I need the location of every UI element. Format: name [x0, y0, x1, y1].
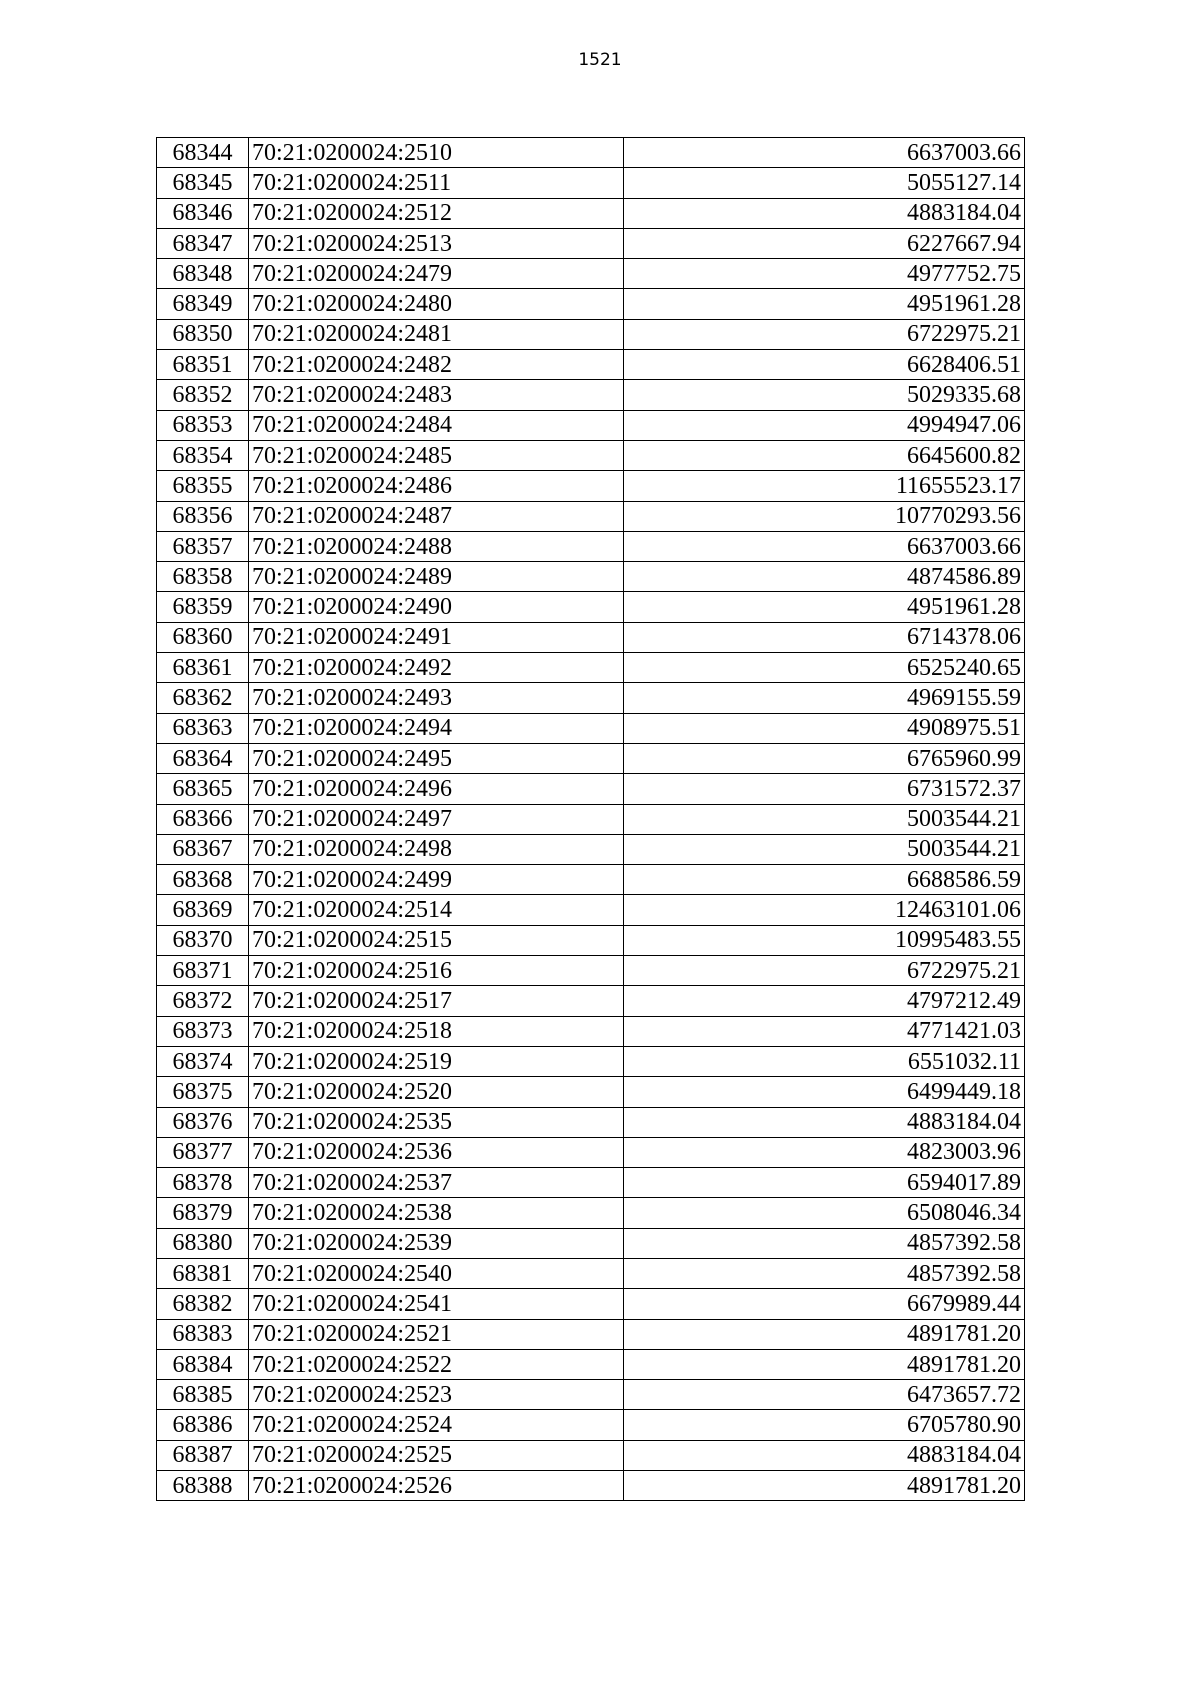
row-number-cell: 68360	[157, 622, 249, 652]
cadastral-value-cell: 6508046.34	[624, 1198, 1025, 1228]
table-row	[157, 713, 1025, 743]
table-row	[157, 1258, 1025, 1288]
cadastral-value-cell: 6679989.44	[624, 1289, 1025, 1319]
table-row	[157, 1137, 1025, 1167]
cadastral-number-cell: 70:21:0200024:2516	[249, 956, 624, 986]
row-number-cell: 68358	[157, 562, 249, 592]
table-row	[157, 774, 1025, 804]
row-number-cell: 68373	[157, 1016, 249, 1046]
cadastral-number-cell: 70:21:0200024:2498	[249, 834, 624, 864]
table-row	[157, 1077, 1025, 1107]
cadastral-value-cell: 4874586.89	[624, 562, 1025, 592]
table-row	[157, 289, 1025, 319]
row-number-cell: 68356	[157, 501, 249, 531]
row-number-cell: 68384	[157, 1349, 249, 1379]
row-number-cell: 68386	[157, 1410, 249, 1440]
cadastral-number-cell: 70:21:0200024:2494	[249, 713, 624, 743]
row-number-cell: 68363	[157, 713, 249, 743]
table-row	[157, 865, 1025, 895]
row-number-cell: 68365	[157, 774, 249, 804]
row-number-cell: 68377	[157, 1137, 249, 1167]
row-number-cell: 68346	[157, 198, 249, 228]
cadastral-value-cell: 4951961.28	[624, 592, 1025, 622]
cadastral-number-cell: 70:21:0200024:2540	[249, 1258, 624, 1288]
row-number-cell: 68353	[157, 410, 249, 440]
cadastral-value-cell: 10995483.55	[624, 925, 1025, 955]
table-row	[157, 804, 1025, 834]
cadastral-value-cell: 6714378.06	[624, 622, 1025, 652]
cadastral-value-cell: 6722975.21	[624, 956, 1025, 986]
table-row	[157, 1410, 1025, 1440]
table-row	[157, 259, 1025, 289]
table-row	[157, 228, 1025, 258]
row-number-cell: 68388	[157, 1471, 249, 1501]
cadastral-value-cell: 6628406.51	[624, 350, 1025, 380]
table-body	[157, 138, 1025, 1501]
cadastral-number-cell: 70:21:0200024:2480	[249, 289, 624, 319]
cadastral-number-cell: 70:21:0200024:2479	[249, 259, 624, 289]
table-row	[157, 410, 1025, 440]
cadastral-value-cell: 4883184.04	[624, 1107, 1025, 1137]
cadastral-number-cell: 70:21:0200024:2520	[249, 1077, 624, 1107]
table-row	[157, 653, 1025, 683]
cadastral-number-cell: 70:21:0200024:2521	[249, 1319, 624, 1349]
table-row	[157, 1380, 1025, 1410]
cadastral-number-cell: 70:21:0200024:2515	[249, 925, 624, 955]
cadastral-value-cell: 6525240.65	[624, 653, 1025, 683]
cadastral-value-cell: 6637003.66	[624, 531, 1025, 561]
table-row	[157, 622, 1025, 652]
cadastral-value-cell: 5003544.21	[624, 834, 1025, 864]
cadastral-value-cell: 4891781.20	[624, 1319, 1025, 1349]
cadastral-number-cell: 70:21:0200024:2517	[249, 986, 624, 1016]
cadastral-value-cell: 6688586.59	[624, 865, 1025, 895]
table-row	[157, 380, 1025, 410]
row-number-cell: 68347	[157, 228, 249, 258]
row-number-cell: 68345	[157, 168, 249, 198]
cadastral-value-cell: 6731572.37	[624, 774, 1025, 804]
cadastral-value-cell: 6227667.94	[624, 228, 1025, 258]
table-row	[157, 531, 1025, 561]
cadastral-number-cell: 70:21:0200024:2482	[249, 350, 624, 380]
table-row	[157, 1168, 1025, 1198]
table-row	[157, 1046, 1025, 1076]
row-number-cell: 68359	[157, 592, 249, 622]
cadastral-number-cell: 70:21:0200024:2490	[249, 592, 624, 622]
table-row	[157, 743, 1025, 773]
row-number-cell: 68379	[157, 1198, 249, 1228]
cadastral-value-cell: 4797212.49	[624, 986, 1025, 1016]
row-number-cell: 68381	[157, 1258, 249, 1288]
row-number-cell: 68351	[157, 350, 249, 380]
table-row	[157, 350, 1025, 380]
table-row	[157, 1198, 1025, 1228]
cadastral-value-cell: 6637003.66	[624, 138, 1025, 168]
table-row	[157, 592, 1025, 622]
cadastral-value-cell: 6645600.82	[624, 440, 1025, 470]
cadastral-value-cell: 4908975.51	[624, 713, 1025, 743]
table-row	[157, 1319, 1025, 1349]
cadastral-value-cell: 4891781.20	[624, 1349, 1025, 1379]
cadastral-number-cell: 70:21:0200024:2525	[249, 1440, 624, 1470]
table-row	[157, 440, 1025, 470]
cadastral-value-cell: 4951961.28	[624, 289, 1025, 319]
row-number-cell: 68385	[157, 1380, 249, 1410]
row-number-cell: 68354	[157, 440, 249, 470]
row-number-cell: 68380	[157, 1228, 249, 1258]
table-row	[157, 319, 1025, 349]
table-row	[157, 895, 1025, 925]
table-row	[157, 168, 1025, 198]
cadastral-number-cell: 70:21:0200024:2493	[249, 683, 624, 713]
table-row	[157, 956, 1025, 986]
cadastral-number-cell: 70:21:0200024:2485	[249, 440, 624, 470]
cadastral-number-cell: 70:21:0200024:2512	[249, 198, 624, 228]
row-number-cell: 68372	[157, 986, 249, 1016]
cadastral-number-cell: 70:21:0200024:2499	[249, 865, 624, 895]
row-number-cell: 68361	[157, 653, 249, 683]
table-row	[157, 198, 1025, 228]
cadastral-value-cell: 6499449.18	[624, 1077, 1025, 1107]
row-number-cell: 68368	[157, 865, 249, 895]
row-number-cell: 68366	[157, 804, 249, 834]
cadastral-value-cell: 11655523.17	[624, 471, 1025, 501]
cadastral-number-cell: 70:21:0200024:2514	[249, 895, 624, 925]
table-row	[157, 834, 1025, 864]
cadastral-value-cell: 5055127.14	[624, 168, 1025, 198]
cadastral-value-cell: 6765960.99	[624, 743, 1025, 773]
row-number-cell: 68383	[157, 1319, 249, 1349]
row-number-cell: 68374	[157, 1046, 249, 1076]
table-row	[157, 1107, 1025, 1137]
cadastral-number-cell: 70:21:0200024:2513	[249, 228, 624, 258]
cadastral-number-cell: 70:21:0200024:2489	[249, 562, 624, 592]
row-number-cell: 68348	[157, 259, 249, 289]
cadastral-number-cell: 70:21:0200024:2538	[249, 1198, 624, 1228]
cadastral-value-table	[156, 137, 1025, 1501]
table-row	[157, 562, 1025, 592]
table-row	[157, 1440, 1025, 1470]
cadastral-number-cell: 70:21:0200024:2484	[249, 410, 624, 440]
cadastral-number-cell: 70:21:0200024:2535	[249, 1107, 624, 1137]
cadastral-value-cell: 4977752.75	[624, 259, 1025, 289]
cadastral-value-cell: 4969155.59	[624, 683, 1025, 713]
row-number-cell: 68370	[157, 925, 249, 955]
cadastral-number-cell: 70:21:0200024:2481	[249, 319, 624, 349]
row-number-cell: 68367	[157, 834, 249, 864]
table-row	[157, 501, 1025, 531]
cadastral-number-cell: 70:21:0200024:2492	[249, 653, 624, 683]
row-number-cell: 68376	[157, 1107, 249, 1137]
cadastral-number-cell: 70:21:0200024:2511	[249, 168, 624, 198]
cadastral-number-cell: 70:21:0200024:2523	[249, 1380, 624, 1410]
cadastral-number-cell: 70:21:0200024:2510	[249, 138, 624, 168]
cadastral-number-cell: 70:21:0200024:2518	[249, 1016, 624, 1046]
cadastral-value-cell: 12463101.06	[624, 895, 1025, 925]
table-row	[157, 925, 1025, 955]
cadastral-number-cell: 70:21:0200024:2495	[249, 743, 624, 773]
row-number-cell: 68371	[157, 956, 249, 986]
table-row	[157, 1289, 1025, 1319]
table-row	[157, 138, 1025, 168]
cadastral-value-cell: 10770293.56	[624, 501, 1025, 531]
cadastral-number-cell: 70:21:0200024:2487	[249, 501, 624, 531]
cadastral-value-cell: 4771421.03	[624, 1016, 1025, 1046]
row-number-cell: 68362	[157, 683, 249, 713]
row-number-cell: 68355	[157, 471, 249, 501]
table-row	[157, 1349, 1025, 1379]
cadastral-number-cell: 70:21:0200024:2537	[249, 1168, 624, 1198]
cadastral-value-cell: 6551032.11	[624, 1046, 1025, 1076]
cadastral-value-cell: 5003544.21	[624, 804, 1025, 834]
row-number-cell: 68375	[157, 1077, 249, 1107]
cadastral-value-cell: 6473657.72	[624, 1380, 1025, 1410]
cadastral-value-cell: 4994947.06	[624, 410, 1025, 440]
row-number-cell: 68382	[157, 1289, 249, 1319]
row-number-cell: 68350	[157, 319, 249, 349]
cadastral-value-cell: 6594017.89	[624, 1168, 1025, 1198]
table-row	[157, 471, 1025, 501]
cadastral-value-cell: 6722975.21	[624, 319, 1025, 349]
table-row	[157, 986, 1025, 1016]
cadastral-number-cell: 70:21:0200024:2491	[249, 622, 624, 652]
row-number-cell: 68357	[157, 531, 249, 561]
cadastral-number-cell: 70:21:0200024:2526	[249, 1471, 624, 1501]
cadastral-value-cell: 6705780.90	[624, 1410, 1025, 1440]
cadastral-value-cell: 4883184.04	[624, 1440, 1025, 1470]
cadastral-number-cell: 70:21:0200024:2519	[249, 1046, 624, 1076]
row-number-cell: 68352	[157, 380, 249, 410]
cadastral-number-cell: 70:21:0200024:2483	[249, 380, 624, 410]
cadastral-value-cell: 4857392.58	[624, 1228, 1025, 1258]
cadastral-value-cell: 4823003.96	[624, 1137, 1025, 1167]
cadastral-value-cell: 5029335.68	[624, 380, 1025, 410]
cadastral-number-cell: 70:21:0200024:2539	[249, 1228, 624, 1258]
cadastral-number-cell: 70:21:0200024:2522	[249, 1349, 624, 1379]
row-number-cell: 68369	[157, 895, 249, 925]
page-number: 1521	[578, 50, 622, 70]
cadastral-number-cell: 70:21:0200024:2488	[249, 531, 624, 561]
cadastral-value-cell: 4883184.04	[624, 198, 1025, 228]
row-number-cell: 68349	[157, 289, 249, 319]
cadastral-number-cell: 70:21:0200024:2496	[249, 774, 624, 804]
cadastral-number-cell: 70:21:0200024:2541	[249, 1289, 624, 1319]
table-row	[157, 1228, 1025, 1258]
cadastral-number-cell: 70:21:0200024:2536	[249, 1137, 624, 1167]
cadastral-value-cell: 4857392.58	[624, 1258, 1025, 1288]
cadastral-number-cell: 70:21:0200024:2524	[249, 1410, 624, 1440]
row-number-cell: 68344	[157, 138, 249, 168]
table-row	[157, 1471, 1025, 1501]
table-row	[157, 1016, 1025, 1046]
cadastral-number-cell: 70:21:0200024:2497	[249, 804, 624, 834]
cadastral-number-cell: 70:21:0200024:2486	[249, 471, 624, 501]
row-number-cell: 68364	[157, 743, 249, 773]
row-number-cell: 68387	[157, 1440, 249, 1470]
cadastral-value-cell: 4891781.20	[624, 1471, 1025, 1501]
row-number-cell: 68378	[157, 1168, 249, 1198]
table-row	[157, 683, 1025, 713]
